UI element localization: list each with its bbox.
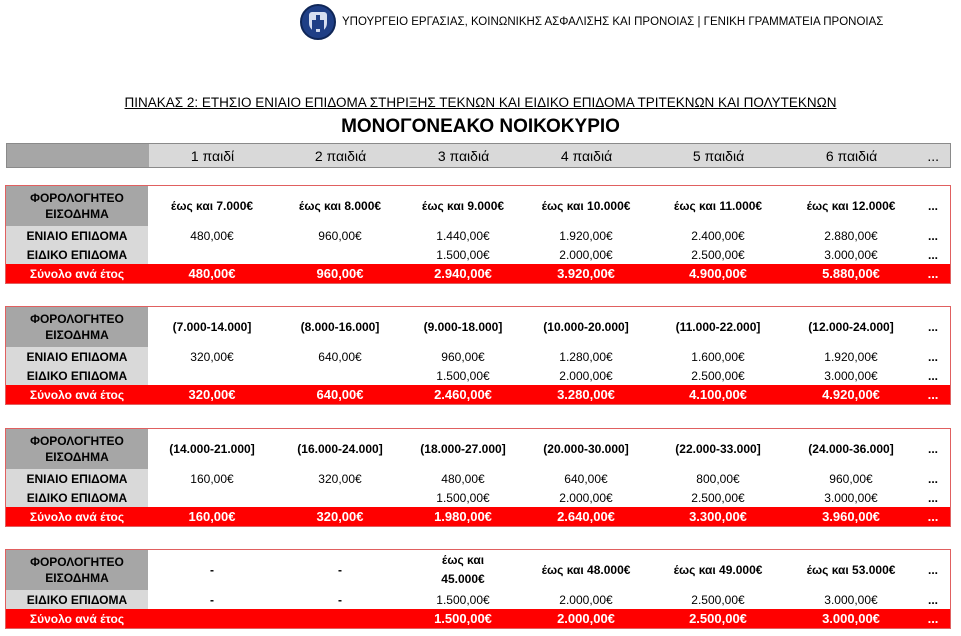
single-benefit-cell: 640,00€ [318,349,362,364]
income-cell: (7.000-14.000] [172,320,252,334]
single-benefit-cell: 1.600,00€ [691,349,745,364]
income-cell: ... [927,320,938,334]
single-benefit-label: ΕΝΙΑΙΟ ΕΠΙΔΟΜΑ [6,347,148,366]
greek-state-emblem-icon [300,4,336,40]
special-benefit-cell: 2.000,00€ [559,368,613,383]
total-cell: 4.900,00€ [650,264,786,283]
special-benefit-cell: 1.500,00€ [436,490,490,505]
single-benefit-cell: 2.880,00€ [824,228,878,243]
column-header: 1 παιδί [149,144,277,168]
income-bracket-block-4 [6,550,950,628]
income-cell: έως και 11.000€ [673,199,763,213]
total-cell [276,609,404,628]
column-header: 5 παιδιά [651,144,787,168]
page-header [300,4,955,40]
special-benefit-cell: ... [927,247,938,262]
single-benefit-cell: 800,00€ [696,471,740,486]
total-cell: ... [916,385,950,404]
single-benefit-cell: 1.920,00€ [824,349,878,364]
total-cell: ... [916,609,950,628]
single-benefit-cell: 1.440,00€ [436,228,490,243]
total-cell: 1.500,00€ [404,609,522,628]
income-cell: έως και 45.000€ [441,553,485,586]
column-header: 4 παιδιά [523,144,651,168]
special-benefit-cell: ... [927,592,938,607]
special-benefit-cell [148,488,276,507]
total-cell: 1.980,00€ [404,507,522,526]
special-benefit-cell: 3.000,00€ [824,490,878,505]
total-cell: 2.500,00€ [650,609,786,628]
special-benefit-cell [276,366,404,385]
total-cell: 2.000,00€ [522,609,650,628]
income-label: ΦΟΡΟΛΟΓΗΤΕΟ ΕΙΣΟΔΗΜΑ [6,429,148,469]
total-cell: ... [916,507,950,526]
total-cell: 320,00€ [276,507,404,526]
total-cell: 640,00€ [276,385,404,404]
header-blank-cell [7,144,149,168]
total-cell: 960,00€ [276,264,404,283]
income-cell: έως και 49.000€ [673,563,763,577]
single-benefit-label: ΕΝΙΑΙΟ ΕΠΙΔΟΜΑ [6,226,148,245]
special-benefit-cell [276,245,404,264]
single-benefit-cell: ... [927,349,938,364]
special-benefit-cell: - [210,592,214,607]
single-benefit-cell: 2.400,00€ [691,228,745,243]
special-benefit-cell: ... [927,490,938,505]
special-benefit-cell: ... [927,368,938,383]
special-benefit-label: ΕΙΔΙΚΟ ΕΠΙΔΟΜΑ [6,488,148,507]
special-benefit-cell [276,488,404,507]
special-benefit-cell [148,245,276,264]
single-benefit-cell: 960,00€ [441,349,485,364]
total-label: Σύνολο ανά έτος [6,264,148,283]
special-benefit-cell: 2.500,00€ [691,247,745,262]
special-benefit-cell: 1.500,00€ [436,592,490,607]
total-cell: 320,00€ [148,385,276,404]
income-cell: έως και 48.000€ [541,563,631,577]
single-benefit-cell: 640,00€ [564,471,608,486]
special-benefit-cell [148,366,276,385]
total-cell: 2.460,00€ [404,385,522,404]
income-cell: έως και 53.000€ [806,563,896,577]
single-benefit-cell: 1.280,00€ [559,349,613,364]
single-benefit-cell: 480,00€ [190,228,234,243]
income-cell: (8.000-16.000] [300,320,380,334]
total-cell: 2.640,00€ [522,507,650,526]
income-cell: ... [927,442,938,456]
income-cell: (18.000-27.000] [420,442,506,456]
income-cell: (10.000-20.000] [543,320,629,334]
income-cell: έως και 8.000€ [298,199,382,213]
children-count-header [6,143,951,168]
special-benefit-cell: 3.000,00€ [824,368,878,383]
total-cell: 160,00€ [148,507,276,526]
income-bracket-block-2 [6,307,950,404]
total-cell: 3.300,00€ [650,507,786,526]
special-benefit-cell: - [338,592,342,607]
total-cell: 3.920,00€ [522,264,650,283]
income-bracket-block-3 [6,429,950,526]
special-benefit-cell: 2.500,00€ [691,490,745,505]
income-bracket-block-1 [6,186,950,283]
single-benefit-cell: 960,00€ [829,471,873,486]
income-cell: - [338,563,342,577]
income-cell: (11.000-22.000] [675,320,761,334]
total-label: Σύνολο ανά έτος [6,609,148,628]
total-label: Σύνολο ανά έτος [6,385,148,404]
single-benefit-cell: ... [927,228,938,243]
column-header: 3 παιδιά [405,144,523,168]
single-benefit-cell: 320,00€ [190,349,234,364]
single-benefit-label: ΕΝΙΑΙΟ ΕΠΙΔΟΜΑ [6,469,148,488]
income-cell: (16.000-24.000] [297,442,383,456]
ministry-name: ΥΠΟΥΡΓΕΙΟ ΕΡΓΑΣΙΑΣ, ΚΟΙΝΩΝΙΚΗΣ ΑΣΦΑΛΙΣΗΣ ΚΑΙ ΠΡΟΝΟΙΑΣ | ΓΕΝΙΚΗ ΓΡΑΜΜΑΤΕΙΑ ΠΡΟΝΟΙΑΣ [342,16,884,28]
total-label: Σύνολο ανά έτος [6,507,148,526]
income-label: ΦΟΡΟΛΟΓΗΤΕΟ ΕΙΣΟΔΗΜΑ [6,307,148,347]
total-cell: 3.280,00€ [522,385,650,404]
special-benefit-cell: 1.500,00€ [436,368,490,383]
special-benefit-label: ΕΙΔΙΚΟ ΕΠΙΔΟΜΑ [6,590,148,609]
income-cell: ... [927,563,938,577]
table-title: ΠΙΝΑΚΑΣ 2: ΕΤΗΣΙΟ ΕΝΙΑΙΟ ΕΠΙΔΟΜΑ ΣΤΗΡΙΞΗΣ ΤΕΚΝΩΝ ΚΑΙ ΕΙΔΙΚΟ ΕΠΙΔΟΜΑ ΤΡΙΤΕΚΝΩΝ ΚΑΙ ΠΟΛΥΤΕΚΝΩΝ [124,95,837,110]
special-benefit-cell: 2.000,00€ [559,490,613,505]
single-benefit-cell: 1.920,00€ [559,228,613,243]
income-label: ΦΟΡΟΛΟΓΗΤΕΟ ΕΙΣΟΔΗΜΑ [6,550,148,590]
special-benefit-cell: 2.500,00€ [691,592,745,607]
column-header: 2 παιδιά [277,144,405,168]
column-header: ... [917,144,951,168]
total-cell: 480,00€ [148,264,276,283]
single-benefit-cell: 960,00€ [318,228,362,243]
income-cell: (24.000-36.000] [808,442,894,456]
total-cell: 4.100,00€ [650,385,786,404]
single-benefit-cell: 480,00€ [441,471,485,486]
special-benefit-cell: 2.000,00€ [559,247,613,262]
single-benefit-cell: 160,00€ [190,471,234,486]
special-benefit-label: ΕΙΔΙΚΟ ΕΠΙΔΟΜΑ [6,245,148,264]
income-cell: (20.000-30.000] [543,442,629,456]
income-cell: - [210,563,214,577]
total-cell: ... [916,264,950,283]
income-cell: έως και 12.000€ [806,199,896,213]
table-subtitle: ΜΟΝΟΓΟΝΕΑΚΟ ΝΟΙΚΟΚΥΡΙΟ [341,116,620,137]
income-cell: (9.000-18.000] [423,320,503,334]
income-cell: έως και 9.000€ [421,199,505,213]
total-cell: 3.000,00€ [786,609,916,628]
single-benefit-cell: ... [927,471,938,486]
special-benefit-cell: 2.500,00€ [691,368,745,383]
income-cell: έως και 7.000€ [170,199,254,213]
special-benefit-label: ΕΙΔΙΚΟ ΕΠΙΔΟΜΑ [6,366,148,385]
special-benefit-cell: 3.000,00€ [824,592,878,607]
single-benefit-cell: 320,00€ [318,471,362,486]
income-cell: ... [927,199,938,213]
special-benefit-cell: 2.000,00€ [559,592,613,607]
column-header: 6 παιδιά [787,144,917,168]
income-label: ΦΟΡΟΛΟΓΗΤΕΟ ΕΙΣΟΔΗΜΑ [6,186,148,226]
income-cell: (22.000-33.000] [675,442,761,456]
total-cell: 2.940,00€ [404,264,522,283]
special-benefit-cell: 3.000,00€ [824,247,878,262]
income-cell: (14.000-21.000] [169,442,255,456]
special-benefit-cell: 1.500,00€ [436,247,490,262]
income-cell: (12.000-24.000] [808,320,894,334]
income-cell: έως και 10.000€ [541,199,631,213]
total-cell [148,609,276,628]
total-cell: 5.880,00€ [786,264,916,283]
total-cell: 3.960,00€ [786,507,916,526]
total-cell: 4.920,00€ [786,385,916,404]
